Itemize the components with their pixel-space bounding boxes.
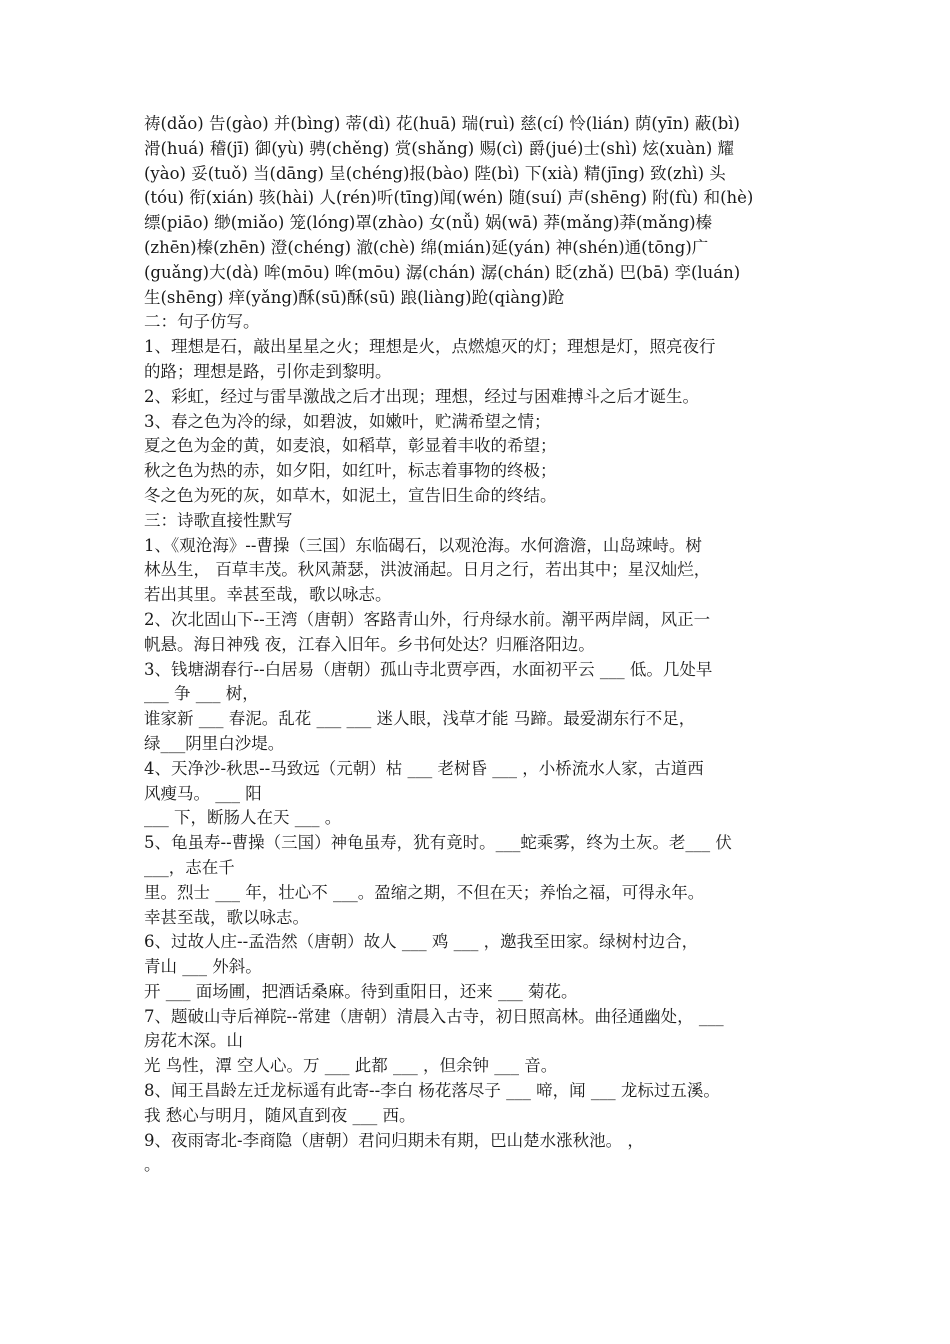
text-line: 青山 ___ 外斜。 <box>144 957 262 977</box>
text-line: (tóu) 衔(xián) 骇(hài) 人(rén)听(tīng)闻(wén) 随(suí) 声(shēng) 附(fù) 和(hè) <box>144 188 754 208</box>
text-line: 5、龟虽寿--曹操（三国）神龟虽寿，犹有竟时。___蛇乘雾，终为土灰。老___ 伏 <box>144 833 732 853</box>
text-line: 二：句子仿写。 <box>144 312 260 332</box>
text-line: 里。烈士 ___ 年，壮心不 ___。盈缩之期，不但在天；养怡之福，可得永年。 <box>144 882 705 902</box>
text-line: 。 <box>144 1155 161 1175</box>
text-line: (yào) 妥(tuǒ) 当(dāng) 呈(chéng)报(bào) 陛(bì) 下(xià) 精(jīng) 致(zhì) 头 <box>144 163 726 183</box>
text-line: 风瘦马。 ___ 阳 <box>144 783 262 803</box>
text-line: 6、过故人庄--孟浩然（唐朝）故人 ___ 鸡 ___ ，邀我至田家。绿树村边合， <box>144 932 699 952</box>
text-line: 1、《观沧海》--曹操（三国）东临碣石，以观沧海。水何澹澹，山岛竦峙。树 <box>144 535 702 555</box>
text-line: 房花木深。山 <box>144 1031 243 1051</box>
text-line: 谁家新 ___ 春泥。乱花 ___ ___ 迷人眼，浅草才能 马蹄。最爱湖东行不足， <box>144 709 696 729</box>
text-line: 7、题破山寺后禅院--常建（唐朝）清晨入古寺，初日照高林。曲径通幽处， ___ <box>144 1006 724 1026</box>
text-line: 幸甚至哉，歌以咏志。 <box>144 907 309 927</box>
text-line: 夏之色为金的黄，如麦浪，如稻草，彰显着丰收的希望； <box>144 436 557 456</box>
text-line: 光 鸟性，潭 空人心。万 ___ 此都 ___ ，但余钟 ___ 音。 <box>144 1056 558 1076</box>
text-line: 2、次北固山下--王湾（唐朝）客路青山外，行舟绿水前。潮平两岸阔，风正一 <box>144 609 711 629</box>
text-line: 的路；理想是路，引你走到黎明。 <box>144 361 392 381</box>
text-line: 绿___阴里白沙堤。 <box>144 733 285 753</box>
text-line: 1、理想是石，敲出星星之火；理想是火，点燃熄灭的灯；理想是灯，照亮夜行 <box>144 337 716 357</box>
text-line: (guǎng)大(dà) 哞(mōu) 哞(mōu) 潺(chán) 潺(chán) 眨(zhǎ) 巴(bā) 孪(luán) <box>144 262 741 282</box>
text-line: 三：诗歌直接性默写 <box>144 510 293 530</box>
text-line: 我 愁心与明月，随风直到夜 ___ 西。 <box>144 1105 416 1125</box>
text-line: 冬之色为死的灰，如草木，如泥土，宣告旧生命的终结。 <box>144 485 557 505</box>
text-line: 3、钱塘湖春行--白居易（唐朝）孤山寺北贾亭西，水面初平云 ___ 低。几处早 <box>144 659 713 679</box>
text-line: 若出其里。幸甚至哉，歌以咏志。 <box>144 585 392 605</box>
text-line: 滑(huá) 稽(jī) 御(yù) 骋(chěng) 赏(shǎng) 赐(cì) 爵(jué)士(shì) 炫(xuàn) 耀 <box>144 138 734 158</box>
text-line: 林丛生， 百草丰茂。秋风萧瑟，洪波涌起。日月之行，若出其中；星汉灿烂， <box>144 560 711 580</box>
text-line: 8、闻王昌龄左迁龙标遥有此寄--李白 杨花落尽子 ___ 啼，闻 ___ 龙标过五溪。 <box>144 1081 720 1101</box>
text-line: 秋之色为热的赤，如夕阳，如红叶，标志着事物的终极； <box>144 461 557 481</box>
text-line: ___ 争 ___ 树， <box>144 684 259 704</box>
document-page <box>144 112 816 1178</box>
text-line: 2、彩虹，经过与雷旱激战之后才出现；理想，经过与困难搏斗之后才诞生。 <box>144 386 699 406</box>
text-line: (zhēn)榛(zhēn) 澄(chéng) 澈(chè) 绵(mián)延(yán) 神(shén)通(tōng)广 <box>144 237 709 257</box>
text-line: 生(shēng) 痒(yǎng)酥(sū)酥(sū) 踉(liàng)跄(qiàng)跄 <box>144 287 565 307</box>
text-line: 4、天净沙-秋思--马致远（元朝）枯 ___ 老树昏 ___ ，小桥流水人家，古道西 <box>144 758 704 778</box>
text-line: 开 ___ 面场圃，把酒话桑麻。待到重阳日，还来 ___ 菊花。 <box>144 981 578 1001</box>
text-line: 缥(piāo) 缈(miǎo) 笼(lóng)罩(zhào) 女(nǚ) 娲(wā) 莽(mǎng)莽(mǎng)榛 <box>144 213 713 233</box>
text-line: ___ 下，断肠人在天 ___ 。 <box>144 808 342 828</box>
text-line: 祷(dǎo) 告(gào) 并(bìng) 蒂(dì) 花(huā) 瑞(ruì) 慈(cí) 怜(lián) 荫(yīn) 蔽(bì) <box>144 114 740 133</box>
text-line: 帆悬。海日神残 夜，江春入旧年。乡书何处达？归雁洛阳边。 <box>144 634 595 654</box>
text-line: 3、春之色为冷的绿，如碧波，如嫩叶，贮满希望之情； <box>144 411 551 431</box>
text-line: 9、夜雨寄北-李商隐（唐朝）君问归期未有期，巴山楚水涨秋池。 ， <box>144 1130 644 1150</box>
text-line: ___，志在千 <box>144 857 235 877</box>
